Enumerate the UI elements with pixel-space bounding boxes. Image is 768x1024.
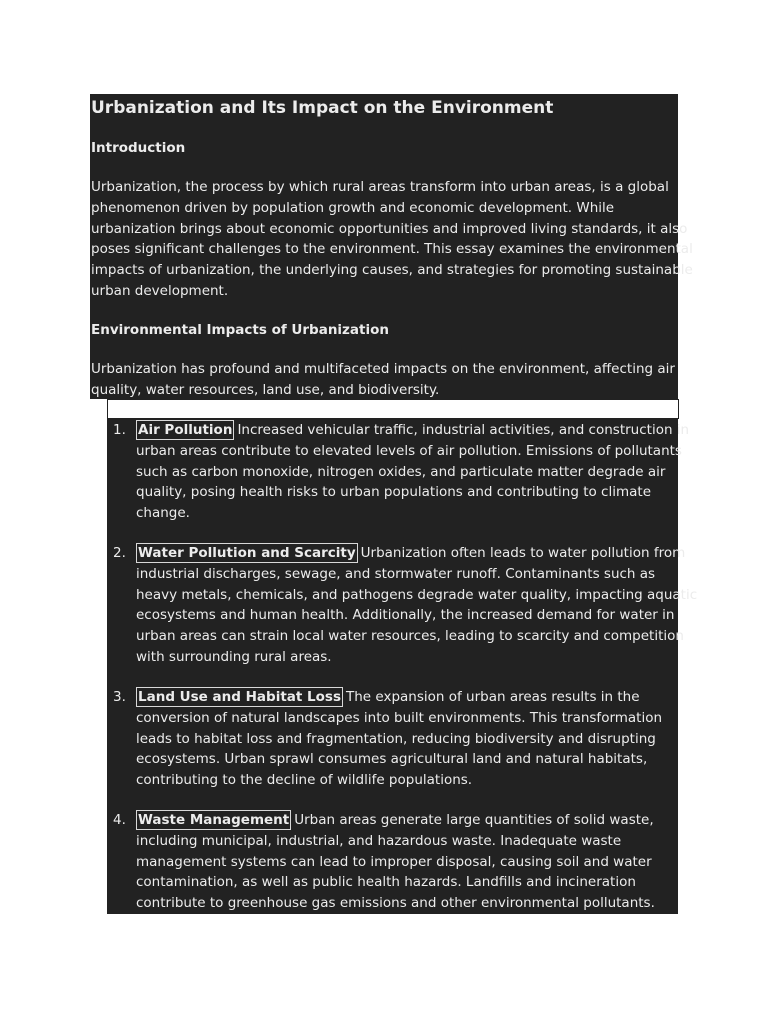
list-item-text: The expansion of urban areas results in the	[346, 689, 640, 705]
list-item-text: quality, posing health risks to urban populations and contributing to climate	[136, 484, 651, 501]
list-item-text: ecosystems. Urban sprawl consumes agricultural land and natural habitats,	[136, 751, 648, 768]
paragraph-line: Urbanization, the process by which rural areas transform into urban areas, is a global	[91, 179, 669, 195]
list-item-text: urban areas can strain local water resources, leading to scarcity and competition	[136, 628, 684, 645]
paragraph-line: phenomenon driven by population growth and economic development. While	[91, 199, 615, 216]
list-item-heading: Waste Management	[138, 812, 290, 828]
paragraph-line: urban development.	[91, 282, 229, 299]
introduction-heading: Introduction	[91, 140, 186, 156]
list-item-body	[136, 810, 655, 914]
list-item-body	[136, 543, 697, 668]
list-item-text: management systems can lead to improper disposal, causing soil and water	[136, 853, 652, 870]
list-item-number: 4.	[113, 812, 126, 828]
list-item-heading: Land Use and Habitat Loss	[138, 689, 341, 705]
paragraph-line: urbanization brings about economic opportunities and improved living standards, it also	[91, 220, 688, 237]
list-item-text: ecosystems and human health. Additionally, the increased demand for water in	[136, 607, 675, 624]
list-item-number: 1.	[113, 422, 126, 438]
list-item-body	[136, 687, 662, 791]
document-header-block	[90, 94, 693, 399]
list-item-text: urban areas contribute to elevated levels of air pollution. Emissions of pollutants	[136, 442, 682, 459]
list-item-text: change.	[136, 505, 190, 522]
introduction-paragraph	[91, 177, 693, 302]
impacts-intro-paragraph	[91, 359, 675, 401]
list-item-first-line	[136, 543, 697, 564]
list-item-text: Increased vehicular traffic, industrial activities, and construction in	[237, 422, 690, 438]
impacts-heading: Environmental Impacts of Urbanization	[91, 322, 389, 338]
list-item-text: contamination, as well as public health hazards. Landfills and incineration	[136, 874, 636, 891]
list-item-text: such as carbon monoxide, nitrogen oxides, and particulate matter degrade air	[136, 463, 666, 480]
list-item-text: conversion of natural landscapes into built environments. This transformation	[136, 709, 663, 726]
list-item-body	[136, 420, 689, 524]
list-item-text: with surrounding rural areas.	[136, 648, 332, 665]
list-item-text: contribute to greenhouse gas emissions and other environmental pollutants.	[136, 895, 655, 912]
impacts-list	[107, 419, 698, 914]
document-title: Urbanization and Its Impact on the Environment	[91, 98, 554, 118]
list-item-number: 2.	[113, 545, 126, 561]
paragraph-line: impacts of urbanization, the underlying causes, and strategies for promoting sustainable	[91, 262, 693, 279]
paragraph-line: Urbanization has profound and multifaceted impacts on the environment, affecting air	[91, 361, 675, 377]
list-item-first-line	[136, 687, 662, 708]
list-item-heading: Air Pollution	[138, 422, 233, 438]
list-item-first-line	[136, 810, 655, 831]
paragraph-line: poses significant challenges to the environment. This essay examines the environmental	[91, 241, 693, 258]
paragraph-line: quality, water resources, land use, and biodiversity.	[91, 381, 440, 398]
section-divider	[107, 399, 679, 419]
list-item-first-line	[136, 420, 689, 441]
list-item-text: Urban areas generate large quantities of solid waste,	[294, 812, 654, 828]
list-item-text: heavy metals, chemicals, and pathogens degrade water quality, impacting aquatic	[136, 586, 698, 603]
list-item-text: leads to habitat loss and fragmentation, reducing biodiversity and disrupting	[136, 730, 656, 747]
list-item-text: including municipal, industrial, and hazardous waste. Inadequate waste	[136, 832, 622, 849]
list-item-text: Urbanization often leads to water pollution from	[360, 545, 686, 561]
list-item-text: contributing to the decline of wildlife populations.	[136, 772, 473, 789]
list-item-number: 3.	[113, 689, 126, 705]
list-item-heading: Water Pollution and Scarcity	[138, 545, 356, 561]
list-item-text: industrial discharges, sewage, and stormwater runoff. Contaminants such as	[136, 565, 656, 582]
